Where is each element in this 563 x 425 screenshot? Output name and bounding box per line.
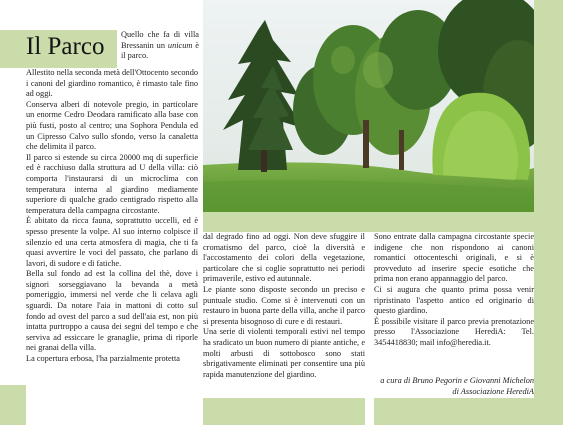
paragraph: Conserva alberi di notevole pregio, in particolare un enorme Cedro Deodara ramificato alla base con più fusti, posto al centro; una Sophora Pendula ed un Cipresso Calvo sullo sfondo, verso la canaletta che delimita il parco. [26, 99, 198, 152]
col3-bottom-band [374, 398, 534, 425]
intro-text [121, 30, 199, 62]
intro-line-b: è il parco. [121, 40, 199, 61]
paragraph: È possibile visitare il parco previa prenotazione presso l'Associazione HerediA: Tel. 3454418830; mail info@heredia.it. [374, 316, 534, 347]
right-margin-band [534, 0, 563, 425]
text-column-2 [203, 232, 365, 380]
paragraph: Bella sul fondo ad est la collina del thè, dove i signori sorseggiavano la bevanda a metà pomeriggio, immersi nel verde che li celava agli sguardi. Da notare l'aia in mattoni di cotto sul fondo ad ovest del parco a sud dell'aia est, non più intatta purtroppo a causa dei segni del tempo e che serviva ad essiccare le granaglie, prima di riporle nei granai della villa. [26, 269, 198, 353]
credits-line-2: di Associazione HerediA [452, 386, 534, 396]
page-title: Il Parco [26, 33, 105, 60]
paragraph: Le piante sono disposte secondo un preciso e puntuale studio. Come si è intervenuti con un restauro in buona parte della villa, anche il parco si presenta bisognoso di cure e di restauri. [203, 284, 365, 326]
photo-caption-band [203, 212, 534, 232]
text-column-1 [26, 68, 198, 365]
intro-unicum: unicum [167, 40, 193, 50]
paragraph: Il parco si estende su circa 20000 mq di superficie ed è racchiuso dalla struttura ad U della villa: ciò comporta l'instaurarsi di un microclima con temperatura interna al giardino mediamente superiore di qualche grado centigrado rispetto alla temperatura della campagna circostante. [26, 152, 198, 215]
paragraph: Una serie di violenti temporali estivi nel tempo ha sradicato un buon numero di piante antiche, e molti arbusti di sottobosco sono stati sbrigativamente eliminati per consentire una più rapida manutenzione del giardino. [203, 327, 365, 379]
col2-bottom-band [203, 398, 365, 425]
paragraph: È abitato da ricca fauna, soprattutto uccelli, ed è spesso presente la volpe. Al suo interno colpisce il silenzio ed una certa atmosfera di magia, che ti fa quasi avvertire le voci del passato, che parlano di lavori, di sudore e di fatiche. [26, 216, 198, 268]
paragraph: Ci si augura che quanto prima possa venir ripristinato l'aspetto antico ed originario di questo giardino. [374, 284, 534, 316]
park-photo [203, 0, 534, 212]
text-column-3 [374, 232, 534, 349]
paragraph: dal degrado fino ad oggi. Non deve sfuggire il cromatismo del parco, cioè la diversità e l'accostamento dei colori della vegetazione, particolare che si coglie soprattutto nei periodi primaverile, estivo ed autunnale. [203, 232, 365, 284]
intro-line-a: Quello che fa di villa Bressanin un [121, 30, 199, 50]
left-margin-band [0, 385, 26, 425]
paragraph: Sono entrate dalla campagna circostante specie indigene che non rispondono ai canoni romantici ottocenteschi originali, e si è provveduto ad inserire specie esotiche che prima non erano appannaggio del parco. [374, 232, 534, 284]
credits [374, 376, 534, 397]
paragraph: La copertura erbosa, l'ha parzialmente protetta [26, 354, 180, 364]
credits-line-1: a cura di Bruno Pegorin e Giovanni Michelon [380, 376, 534, 385]
paragraph: Allestito nella seconda metà dell'Ottocento secondo i canoni del giardino romantico, è rimasto tale fino ad oggi. [26, 68, 198, 99]
